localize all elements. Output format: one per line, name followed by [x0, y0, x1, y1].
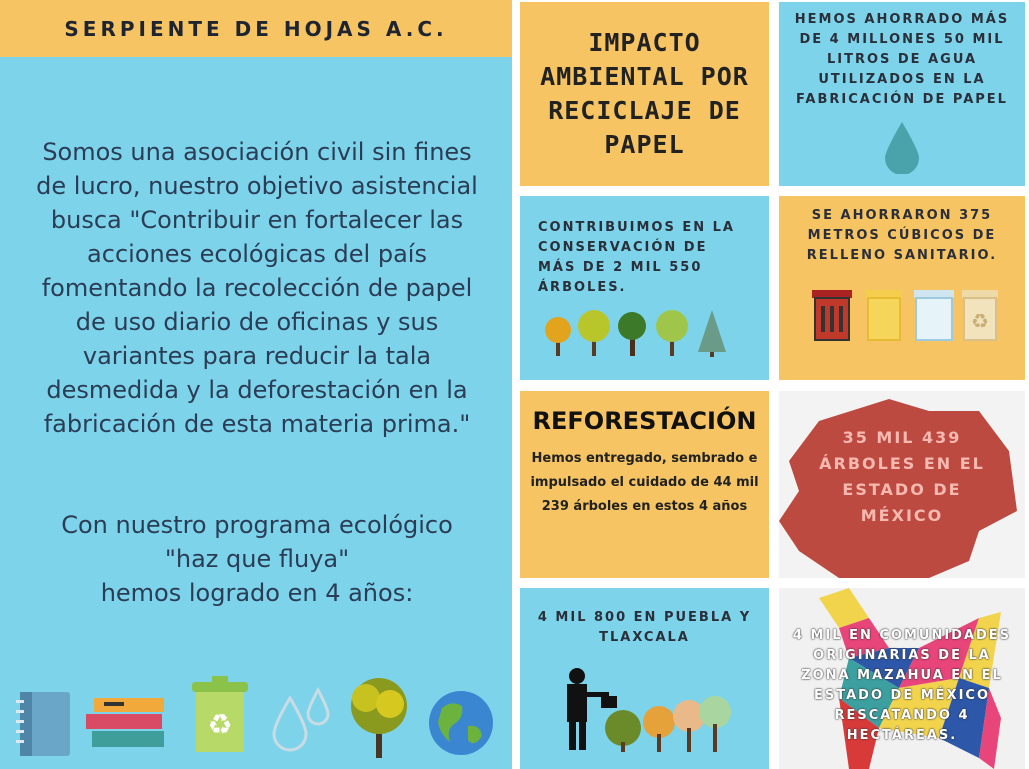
- gardener-icon: [555, 662, 735, 754]
- puebla-text: 4 MIL 800 EN PUEBLA Y TLAXCALA: [537, 610, 752, 645]
- program-line-2: "haz que fluya": [164, 545, 350, 573]
- program-line-1: Con nuestro programa ecológico: [61, 511, 453, 539]
- intro-text: Somos una asociación civil sin fines de lucro, nuestro objetivo asistencial busca "Contribuir en fortalecer las acciones ecológicas del país fomentando la recolección de papel de uso diario de oficinas y sus variantes para reducir la tala desmedida y la deforestación en la fabricación de esta materia prima.": [36, 138, 478, 438]
- mazahua-tile: [779, 588, 1025, 769]
- trash-cans-icon: [802, 284, 1002, 344]
- water-tile: [779, 2, 1025, 186]
- recycle-bin-icon: [188, 676, 252, 754]
- puebla-tile: [520, 588, 769, 769]
- trees-tile: [520, 196, 769, 380]
- reforest-tile: [520, 391, 769, 578]
- org-name: SERPIENTE DE HOJAS A.C.: [64, 16, 448, 41]
- program-line-3: hemos logrado en 4 años:: [100, 579, 414, 607]
- impact-title-tile: [520, 2, 769, 186]
- water-drops-icon: [268, 686, 338, 756]
- reforest-text: Hemos entregado, sembrado e impulsado el cuidado de 44 mil 239 árboles en estos 4 años: [530, 451, 759, 514]
- water-drop-icon: [882, 120, 922, 174]
- mazahua-text: 4 MIL EN COMUNIDADES ORIGINARIAS DE LA ZONA MAZAHUA EN EL ESTADO DE MÉXICO RESCATANDO 4 HECTÁREAS.: [792, 628, 1012, 743]
- trees-icon: [542, 308, 732, 358]
- svg-text:♻: ♻: [971, 309, 989, 333]
- water-text: HEMOS AHORRADO MÁS DE 4 MILLONES 50 MIL LITROS DE AGUA UTILIZADOS EN LA FABRICACIÓN DE PAPEL: [794, 12, 1010, 107]
- program-text: [28, 508, 486, 610]
- landfill-tile: [779, 196, 1025, 380]
- svg-text:♻: ♻: [207, 708, 233, 741]
- impact-title: IMPACTO AMBIENTAL POR RECICLAJE DE PAPEL: [540, 28, 749, 159]
- header-bar: [0, 0, 512, 57]
- edomex-text: 35 MIL 439 ÁRBOLES EN EL ESTADO DE MÉXICO: [819, 428, 985, 525]
- notebook-icon: [14, 690, 72, 758]
- tree-icon: [344, 676, 414, 760]
- trees-text: CONTRIBUIMOS EN LA CONSERVACIÓN DE MÁS DE 2 MIL 550 ÁRBOLES.: [538, 220, 735, 295]
- edomex-tile: [779, 391, 1025, 578]
- books-icon: [84, 698, 166, 750]
- reforest-title: REFORESTACIÓN: [532, 407, 757, 435]
- globe-icon: [428, 690, 494, 756]
- landfill-text: SE AHORRARON 375 METROS CÚBICOS DE RELLENO SANITARIO.: [806, 208, 998, 263]
